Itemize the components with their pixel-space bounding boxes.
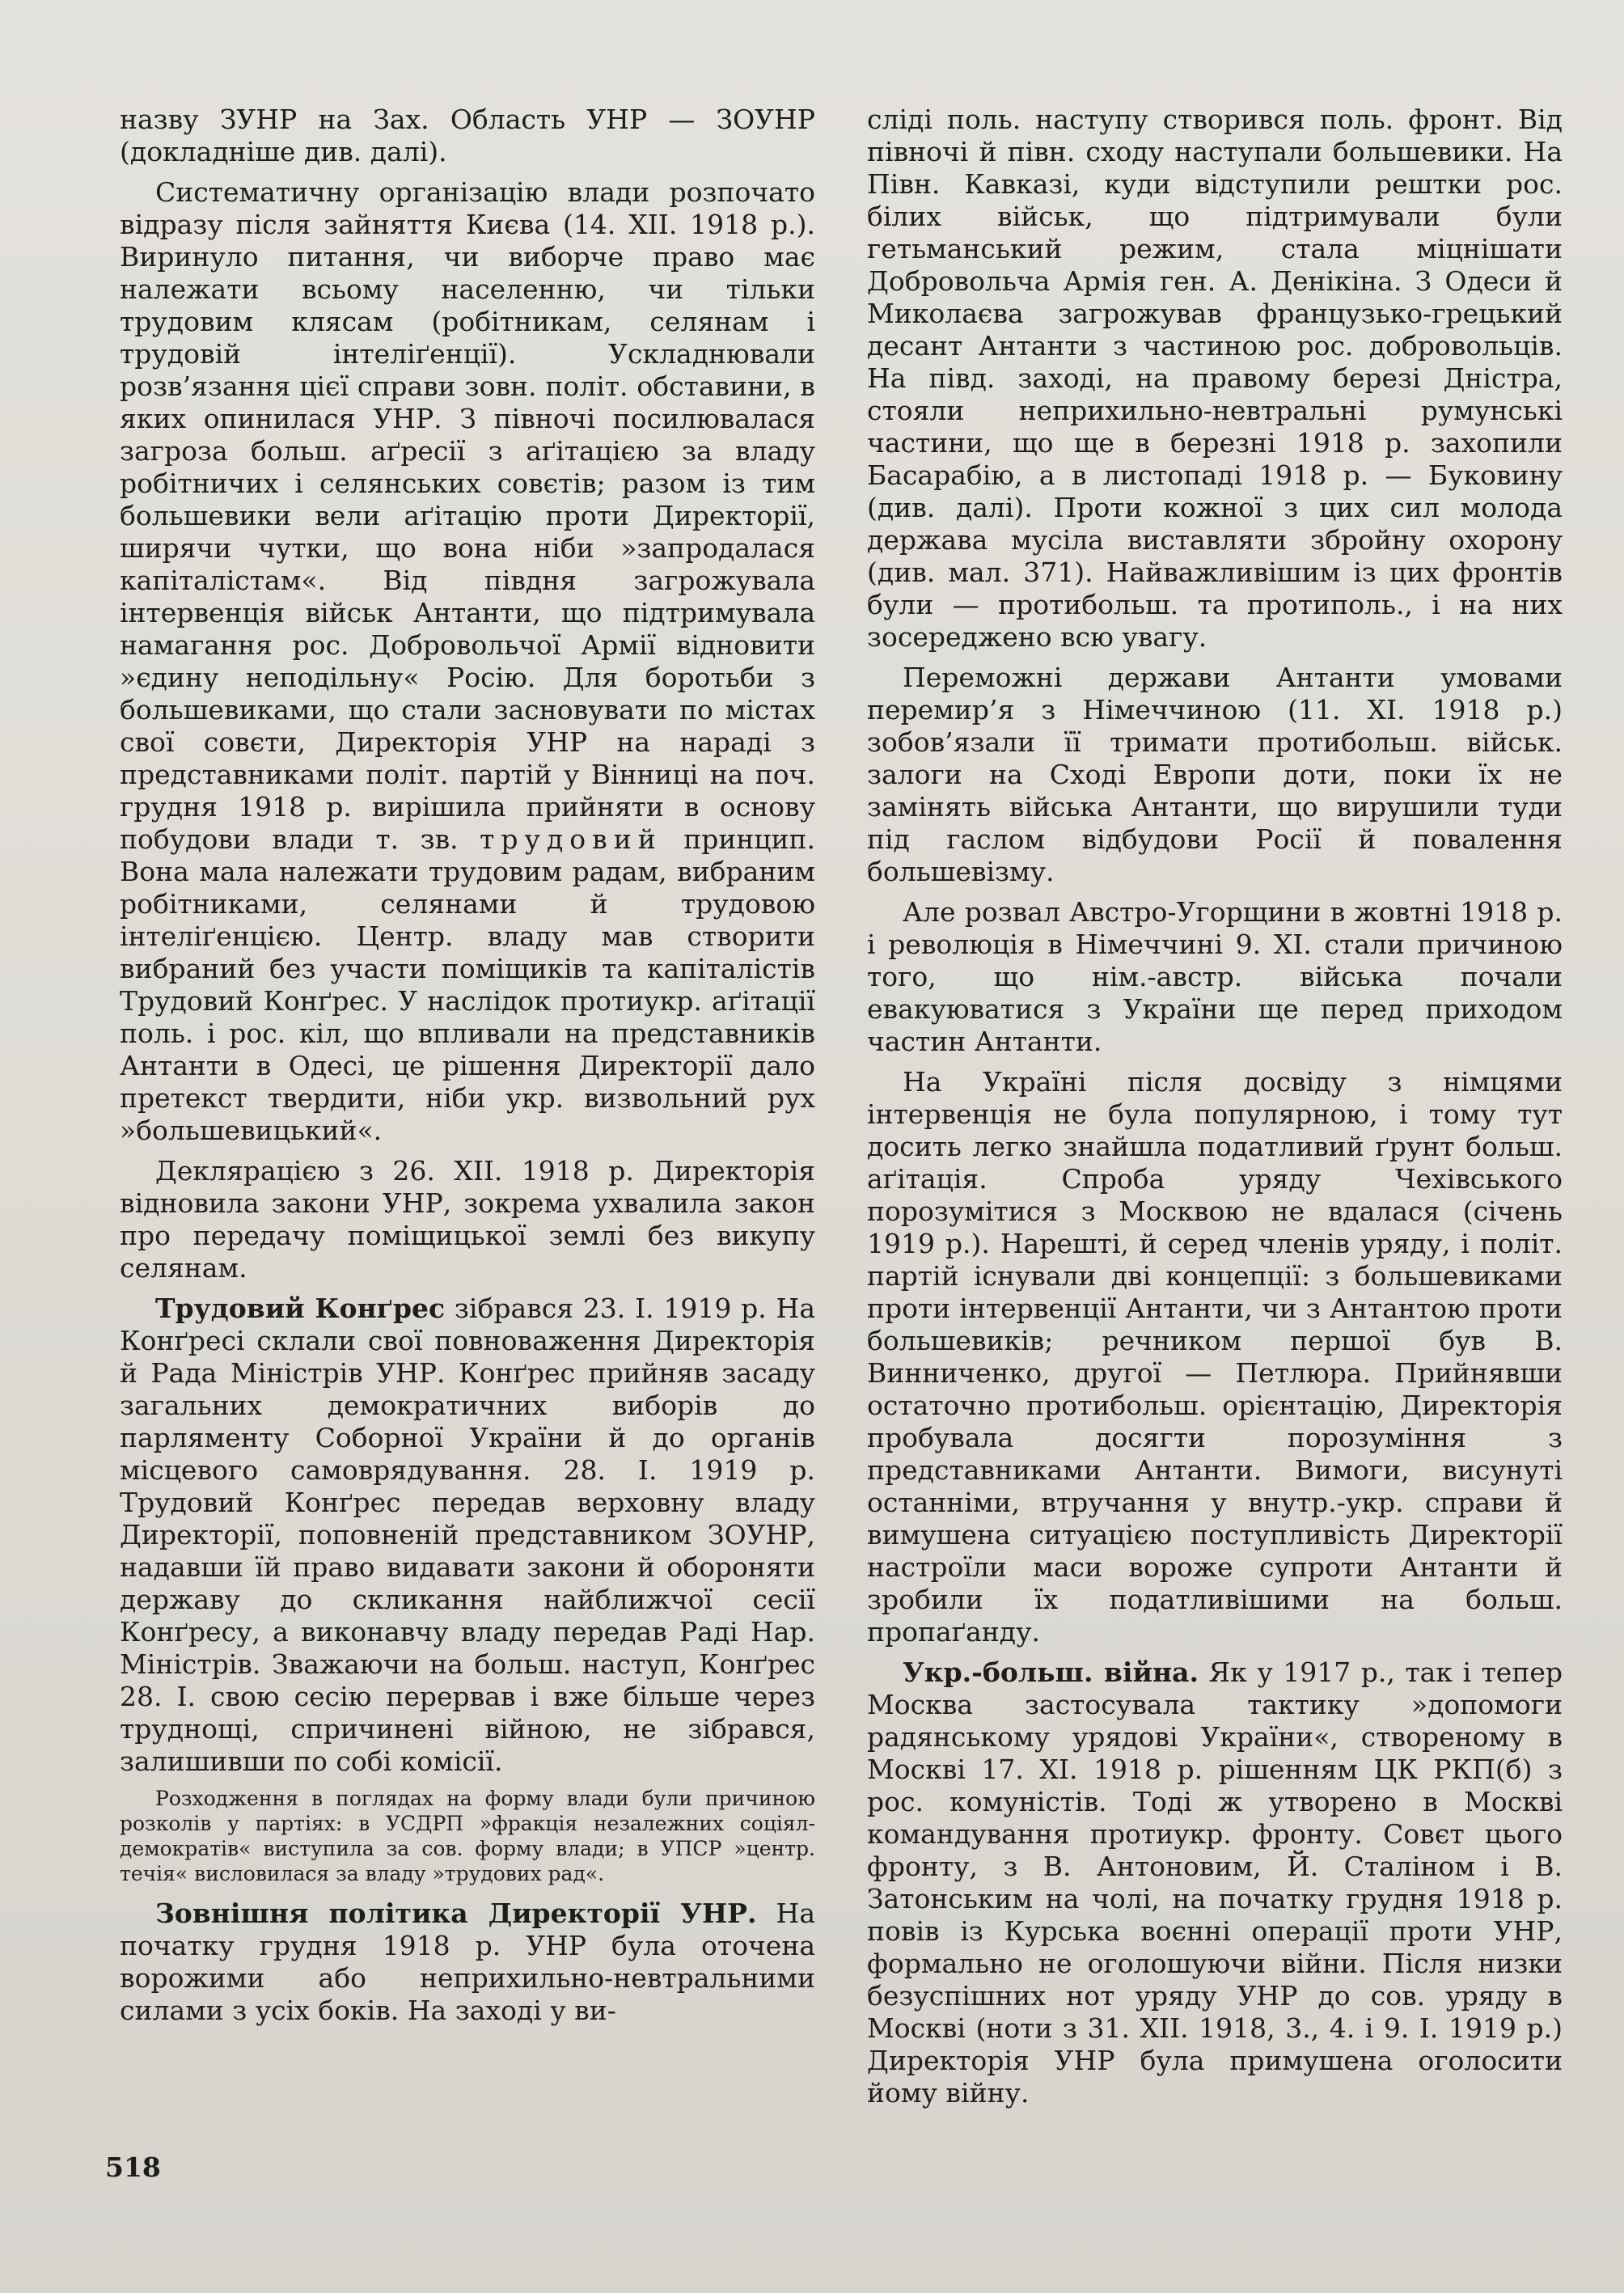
section-heading: Укр.-больш. війна. [903,1656,1199,1688]
paragraph: Переможні держави Антанти умовами перемир’я з Німеччиною (11. XI. 1918 р.) зобов’язали її тримати протибольш. військ. залоги на Сході Европи доти, поки їх не замінять війська Антанти, що вирушили туди під гаслом відбудови Росії й повалення большевізму. [867,662,1563,887]
paragraph: назву ЗУНР на Зах. Область УНР — ЗОУНР (докладніше див. далі). [120,104,815,167]
paragraph-text: принцип. Вона мала належати трудовим радам, вибраним робітниками, селянами й трудовою інтеліґенцією. Центр. владу мав створити вибраний без участи поміщиків та капіталістів Трудовий Конґрес. У наслідок протиукр. аґітації поль. і рос. кіл, що впливали на представників Антанти в Одесі, це рішення Директорії дало претекст твердити, ніби укр. визвольний рух »большевицький«. [120,823,816,1146]
section-heading: Зовнішня політика Директорії УНР. [155,1897,757,1929]
paragraph [867,1656,1563,2109]
paragraph-text: Систематичну організацію влади розпочато відразу після зайняття Києва (14. XII. 1918 р.). Виринуло питання, чи виборче право має належати всьому населенню, чи тільки трудовим клясам (робітникам, селянам і трудовій інтеліґенції). Ускладнювали розв’язання цієї справи зовн. політ. обставини, в яких опинилася УНР. З півночі посилювалася загроза больш. аґресії з аґітацією за владу робітничих і селянських совєтів; разом із тим большевики вели аґітацію проти Директорії, ширячи чутки, що вона ніби »запродалася капіталістам«. Від півдня загрожувала інтервенція військ Антанти, що підтримувала намагання рос. Добровольчої Армії відновити »єдину неподільну« Росію. Для боротьби з большевиками, що стали засновувати по містах свої совєти, Директорія УНР на нараді з представниками політ. партій у Вінниці на поч. грудня 1918 р. вирішила прийняти в основу побудови влади т. зв. [120,176,815,855]
paragraph: На Україні після досвіду з німцями інтервенція не була популярною, і тому тут досить легко знайшла податливий ґрунт больш. аґітація. Спроба уряду Чехівського порозумітися з Москвою не вдалася (січень 1919 р.). Нарешті, й серед членів уряду, і політ. партій існували дві концепції: з большевиками проти інтервенції Антанти, чи з Антантою проти большевиків; речником першої був В. Винниченко, другої — Петлюра. Прийнявши остаточно протибольш. орієнтацію, Директорія пробувала досягти порозуміння з представниками Антанти. Вимоги, висунуті останніми, втручання у внутр.-укр. справи й вимушена ситуацією поступливість Директорії настроїли маси вороже супроти Антанти й зробили їх податливішими на больш. пропаґанду. [867,1066,1563,1648]
left-column [120,104,815,2035]
paragraph-text: На початку грудня 1918 р. УНР була оточена ворожими або неприхильно-невтральними силами з усіх боків. На заході у ви- [120,1897,815,2026]
paragraph-text: зібрався 23. I. 1919 р. На Конґресі склали свої повноваження Директорія й Рада Міністрів УНР. Конґрес прийняв засаду загальних демократичних виборів до парляменту Соборної України й до органів місцевого самоврядування. 28. I. 1919 р. Трудовий Конґрес передав верховну владу Директорії, поповненій представником ЗОУНР, надавши їй право видавати закони й обороняти державу до скликання найближчої сесії Конґресу, а виконавчу владу передав Раді Нар. Міністрів. Зважаючи на больш. наступ, Конґрес 28. I. свою сесію перервав і вже більше через труднощі, спричинені війною, не зібрався, залишивши по собі комісії. [120,1292,815,1777]
paragraph-text: Як у 1917 р., так і тепер Москва застосувала тактику »допомоги радянському урядові України«, створеному в Москві 17. XI. 1918 р. рішенням ЦК РКП(б) з рос. комуністів. Тоді ж утворено в Москві командування протиукр. фронту. Совєт цього фронту, з В. Антоновим, Й. Сталіном і В. Затонським на чолі, на початку грудня 1918 р. повів із Курська воєнні операції проти УНР, формально не оголошуючи війни. Після низки безуспішних нот уряду УНР до сов. уряду в Москві (ноти з 31. XII. 1918, 3., 4. і 9. I. 1919 р.) Директорія УНР була примушена оголосити йому війну. [867,1656,1563,2109]
paragraph: Але розвал Австро-Угорщини в жовтні 1918 р. і революція в Німеччині 9. XI. стали причиною того, що нім.-австр. війська почали евакуюватися з України ще перед приходом частин Антанти. [867,896,1563,1057]
footnote-paragraph: Розходження в поглядах на форму влади були причиною розколів у партіях: в УСДРП »фракція незалежних соціял-демократів« виступила за сов. форму влади; в УПСР »центр. течія« висловилася за владу »трудових рад«. [120,1787,815,1885]
spaced-term: трудовий [480,823,662,855]
paragraph [120,1897,815,2027]
paragraph [120,176,815,1147]
paragraph: Деклярацією з 26. XII. 1918 р. Директорія відновила закони УНР, зокрема ухвалила закон про передачу поміщицької землі без викупу селянам. [120,1155,815,1284]
paragraph: сліді поль. наступу створився поль. фронт. Від півночі й півн. сходу наступали большевики. На Півн. Кавказі, куди відступили рештки рос. білих військ, що підтримували були гетьманський режим, стала міцнішати Добровольча Армія ген. А. Денікіна. З Одеси й Миколаєва загрожував французько-грецький десант Антанти з частиною рос. добровольців. На півд. заході, на правому березі Дністра, стояли неприхильно-невтральні румунські частини, що ще в березні 1918 р. захопили Басарабію, а в листопаді 1918 р. — Буковину (див. далі). Проти кожної з цих сил молода держава мусіла виставляти збройну охорону (див. мал. 371). Найважливішим із цих фронтів були — протибольш. та протиполь., і на них зосереджено всю увагу. [867,104,1563,653]
page-number: 518 [105,2151,161,2183]
paragraph [120,1292,815,1778]
section-heading: Трудовий Конґрес [155,1292,446,1324]
right-column [867,104,1563,2117]
